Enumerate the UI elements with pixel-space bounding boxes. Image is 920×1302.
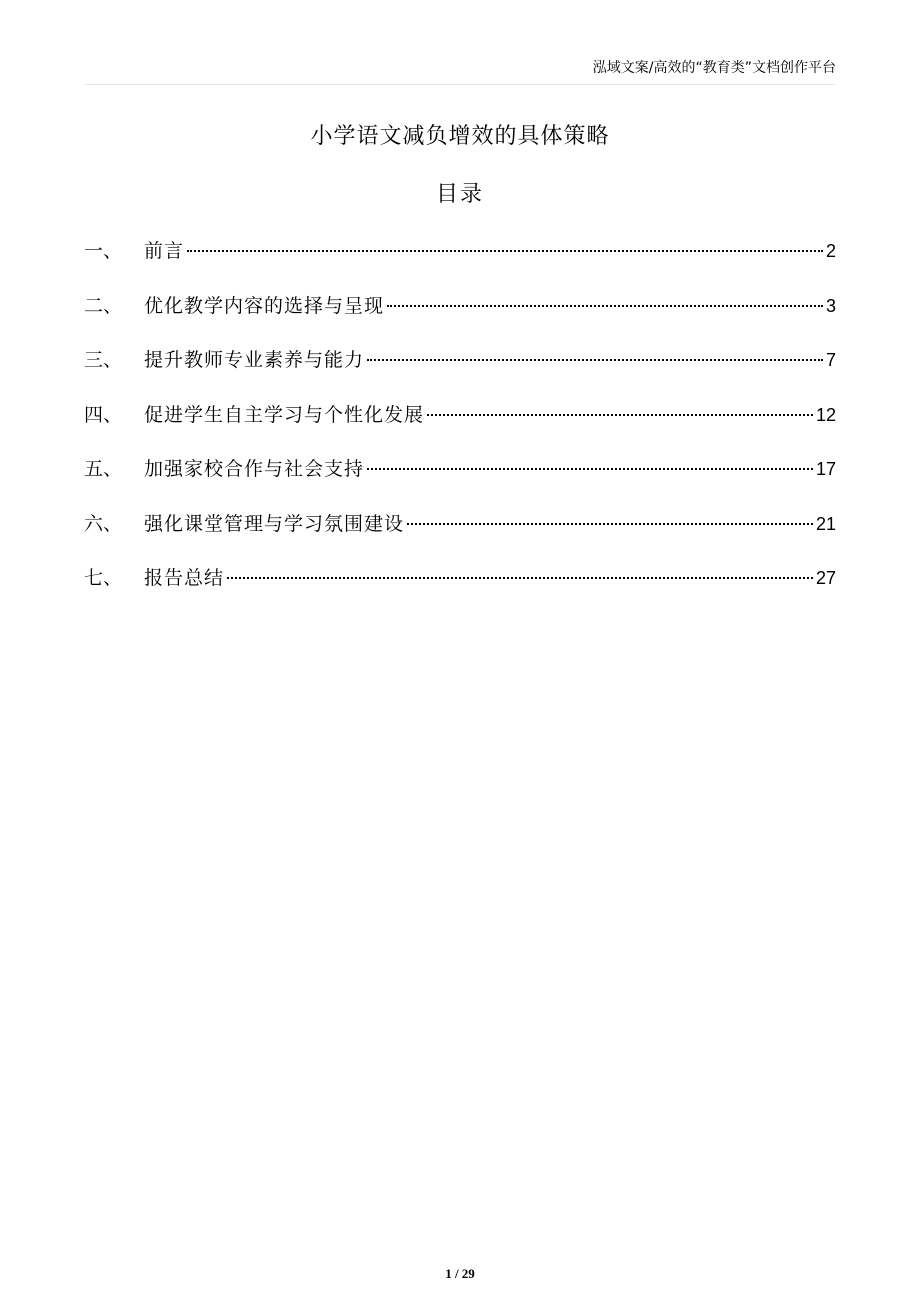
dot-leader: [407, 523, 813, 525]
toc-entry-page: 17: [815, 459, 836, 479]
table-of-contents: [84, 236, 836, 618]
toc-heading: 目录: [435, 182, 484, 207]
dot-leader: [367, 468, 813, 470]
toc-entry-title: 促进学生自主学习与个性化发展: [144, 403, 425, 426]
toc-entry-preface[interactable]: [84, 236, 836, 291]
page-header: 泓域文案/高效的“教育类”文档创作平台: [592, 60, 836, 76]
toc-entry-home-school[interactable]: [84, 454, 836, 509]
toc-entry-title: 报告总结: [144, 567, 225, 589]
toc-entry-summary[interactable]: [84, 563, 836, 618]
toc-entry-title: 优化教学内容的选择与呈现: [144, 294, 385, 317]
toc-entry-number: 一、: [84, 240, 123, 262]
toc-entry-title: 强化课堂管理与学习氛围建设: [144, 512, 405, 535]
toc-entry-page: 3: [825, 295, 836, 316]
dot-leader: [187, 250, 823, 252]
toc-entry-content-selection[interactable]: [84, 291, 836, 346]
toc-entry-teacher-competence[interactable]: [84, 345, 836, 400]
dot-leader: [387, 305, 823, 307]
toc-entry-number: 七、: [84, 567, 123, 589]
toc-entry-title: 提升教师专业素养与能力: [144, 349, 365, 371]
toc-entry-number: 三、: [84, 349, 123, 371]
toc-entry-number: 五、: [84, 458, 123, 480]
toc-entry-student-autonomy[interactable]: [84, 400, 836, 455]
dot-leader: [227, 577, 813, 579]
toc-entry-number: 四、: [84, 403, 123, 426]
document-title: 小学语文减负增效的具体策略: [310, 124, 610, 149]
dot-leader: [367, 359, 823, 361]
toc-entry-classroom-management[interactable]: [84, 509, 836, 564]
toc-entry-page: 21: [815, 513, 836, 534]
dot-leader: [427, 414, 813, 416]
toc-entry-number: 二、: [84, 294, 123, 317]
toc-entry-page: 27: [815, 568, 836, 588]
toc-entry-title: 前言: [144, 240, 185, 262]
header-divider: [84, 84, 836, 85]
page-number: 1 / 29: [445, 1266, 475, 1281]
toc-entry-page: 2: [825, 241, 836, 261]
toc-entry-page: 12: [815, 404, 836, 425]
toc-entry-number: 六、: [84, 512, 123, 535]
toc-entry-page: 7: [825, 350, 836, 370]
toc-entry-title: 加强家校合作与社会支持: [144, 458, 365, 480]
